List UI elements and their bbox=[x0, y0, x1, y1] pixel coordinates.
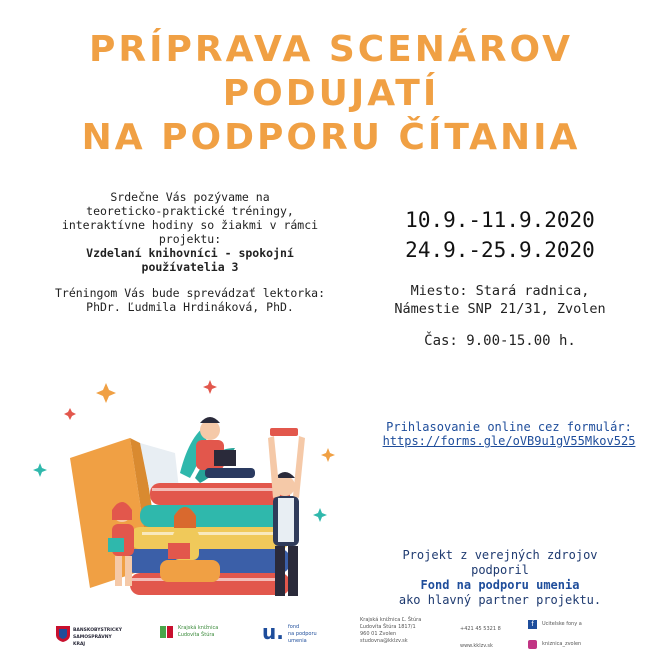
fpu-name: umenia bbox=[288, 638, 307, 644]
facebook-row[interactable] bbox=[528, 620, 628, 634]
address-line: Ľudovíta Štúra 1817/1 bbox=[360, 624, 416, 630]
invite-line: teoreticko-praktické tréningy, bbox=[86, 204, 294, 218]
date-range: 24.9.-25.9.2020 bbox=[405, 238, 595, 262]
support-line: ako hlavný partner projektu. bbox=[398, 593, 602, 607]
address-block bbox=[360, 617, 450, 645]
facebook-text: Ucitelske fony a bbox=[542, 621, 582, 627]
library-name: Krajská knižnica bbox=[178, 625, 219, 631]
address-line: studovna@kklzv.sk bbox=[360, 638, 408, 644]
support-note bbox=[370, 548, 630, 608]
project-name: Vzdelaní knihovníci - spokojní bbox=[86, 246, 294, 260]
project-name: používatelia 3 bbox=[141, 260, 239, 274]
support-line: Projekt z verejných zdrojov podporil bbox=[402, 548, 598, 577]
event-time: Čas: 9.00-15.00 h. bbox=[424, 333, 576, 349]
venue bbox=[370, 282, 630, 318]
title-line-1: PRÍPRAVA SCENÁROV bbox=[89, 29, 573, 70]
event-dates bbox=[380, 205, 620, 265]
bbsk-logo bbox=[56, 624, 126, 650]
registration-label: Prihlasovanie online cez formulár: bbox=[386, 420, 632, 434]
poster-title bbox=[0, 28, 662, 160]
address-line: 960 01 Zvolen bbox=[360, 631, 397, 637]
registration-link[interactable]: https://forms.gle/oVB9u1gV55Mkov525 bbox=[382, 434, 636, 448]
date-range: 10.9.-11.9.2020 bbox=[405, 208, 595, 232]
title-line-2: PODUJATÍ bbox=[222, 73, 440, 114]
facebook-icon: f bbox=[528, 620, 537, 629]
library-name: Ľudovíta Štúra bbox=[178, 632, 215, 638]
title-line-3: NA PODPORU ČÍTANIA bbox=[81, 117, 581, 158]
registration bbox=[368, 420, 650, 448]
social-block bbox=[528, 620, 628, 654]
instagram-icon bbox=[528, 640, 537, 649]
man-reading bbox=[196, 417, 255, 478]
fpu-name: fond bbox=[288, 624, 300, 630]
invite-line: Srdečne Vás pozývame na bbox=[110, 190, 270, 204]
bbsk-name: BANSKOBYSTRICKÝ SAMOSPRÁVNY KRAJ bbox=[73, 628, 122, 647]
fpu-logo bbox=[262, 620, 342, 650]
address-line: Krajská knižnica Ľ. Štúra bbox=[360, 617, 422, 623]
venue-line: Námestie SNP 21/31, Zvolen bbox=[394, 301, 606, 317]
reading-illustration bbox=[30, 378, 350, 603]
fund-name: Fond na podporu umenia bbox=[420, 578, 580, 592]
instagram-row[interactable] bbox=[528, 640, 628, 654]
fpu-mark-icon: u. bbox=[262, 620, 284, 644]
invitation-text bbox=[40, 190, 340, 314]
lecturer-name: PhDr. Ľudmila Hrdináková, PhD. bbox=[86, 300, 294, 314]
coat-of-arms-icon bbox=[56, 626, 70, 642]
fpu-name: na podporu bbox=[288, 631, 317, 637]
footer bbox=[0, 612, 662, 662]
web-text: www.kklzv.sk bbox=[460, 643, 493, 649]
venue-line: Miesto: Stará radnica, bbox=[410, 283, 590, 299]
lecturer-label: Tréningom Vás bude sprevádzať lektorka: bbox=[54, 286, 326, 300]
invite-line: interaktívne hodiny so žiakmi v rámci bbox=[61, 218, 319, 232]
library-logo bbox=[160, 622, 240, 652]
invite-line: projektu: bbox=[158, 232, 222, 246]
book-icon bbox=[160, 625, 174, 639]
phone-text: +421 45 5321 8 bbox=[460, 626, 501, 632]
contact-block bbox=[460, 626, 520, 650]
instagram-text: kniznica_zvolen bbox=[542, 641, 582, 647]
